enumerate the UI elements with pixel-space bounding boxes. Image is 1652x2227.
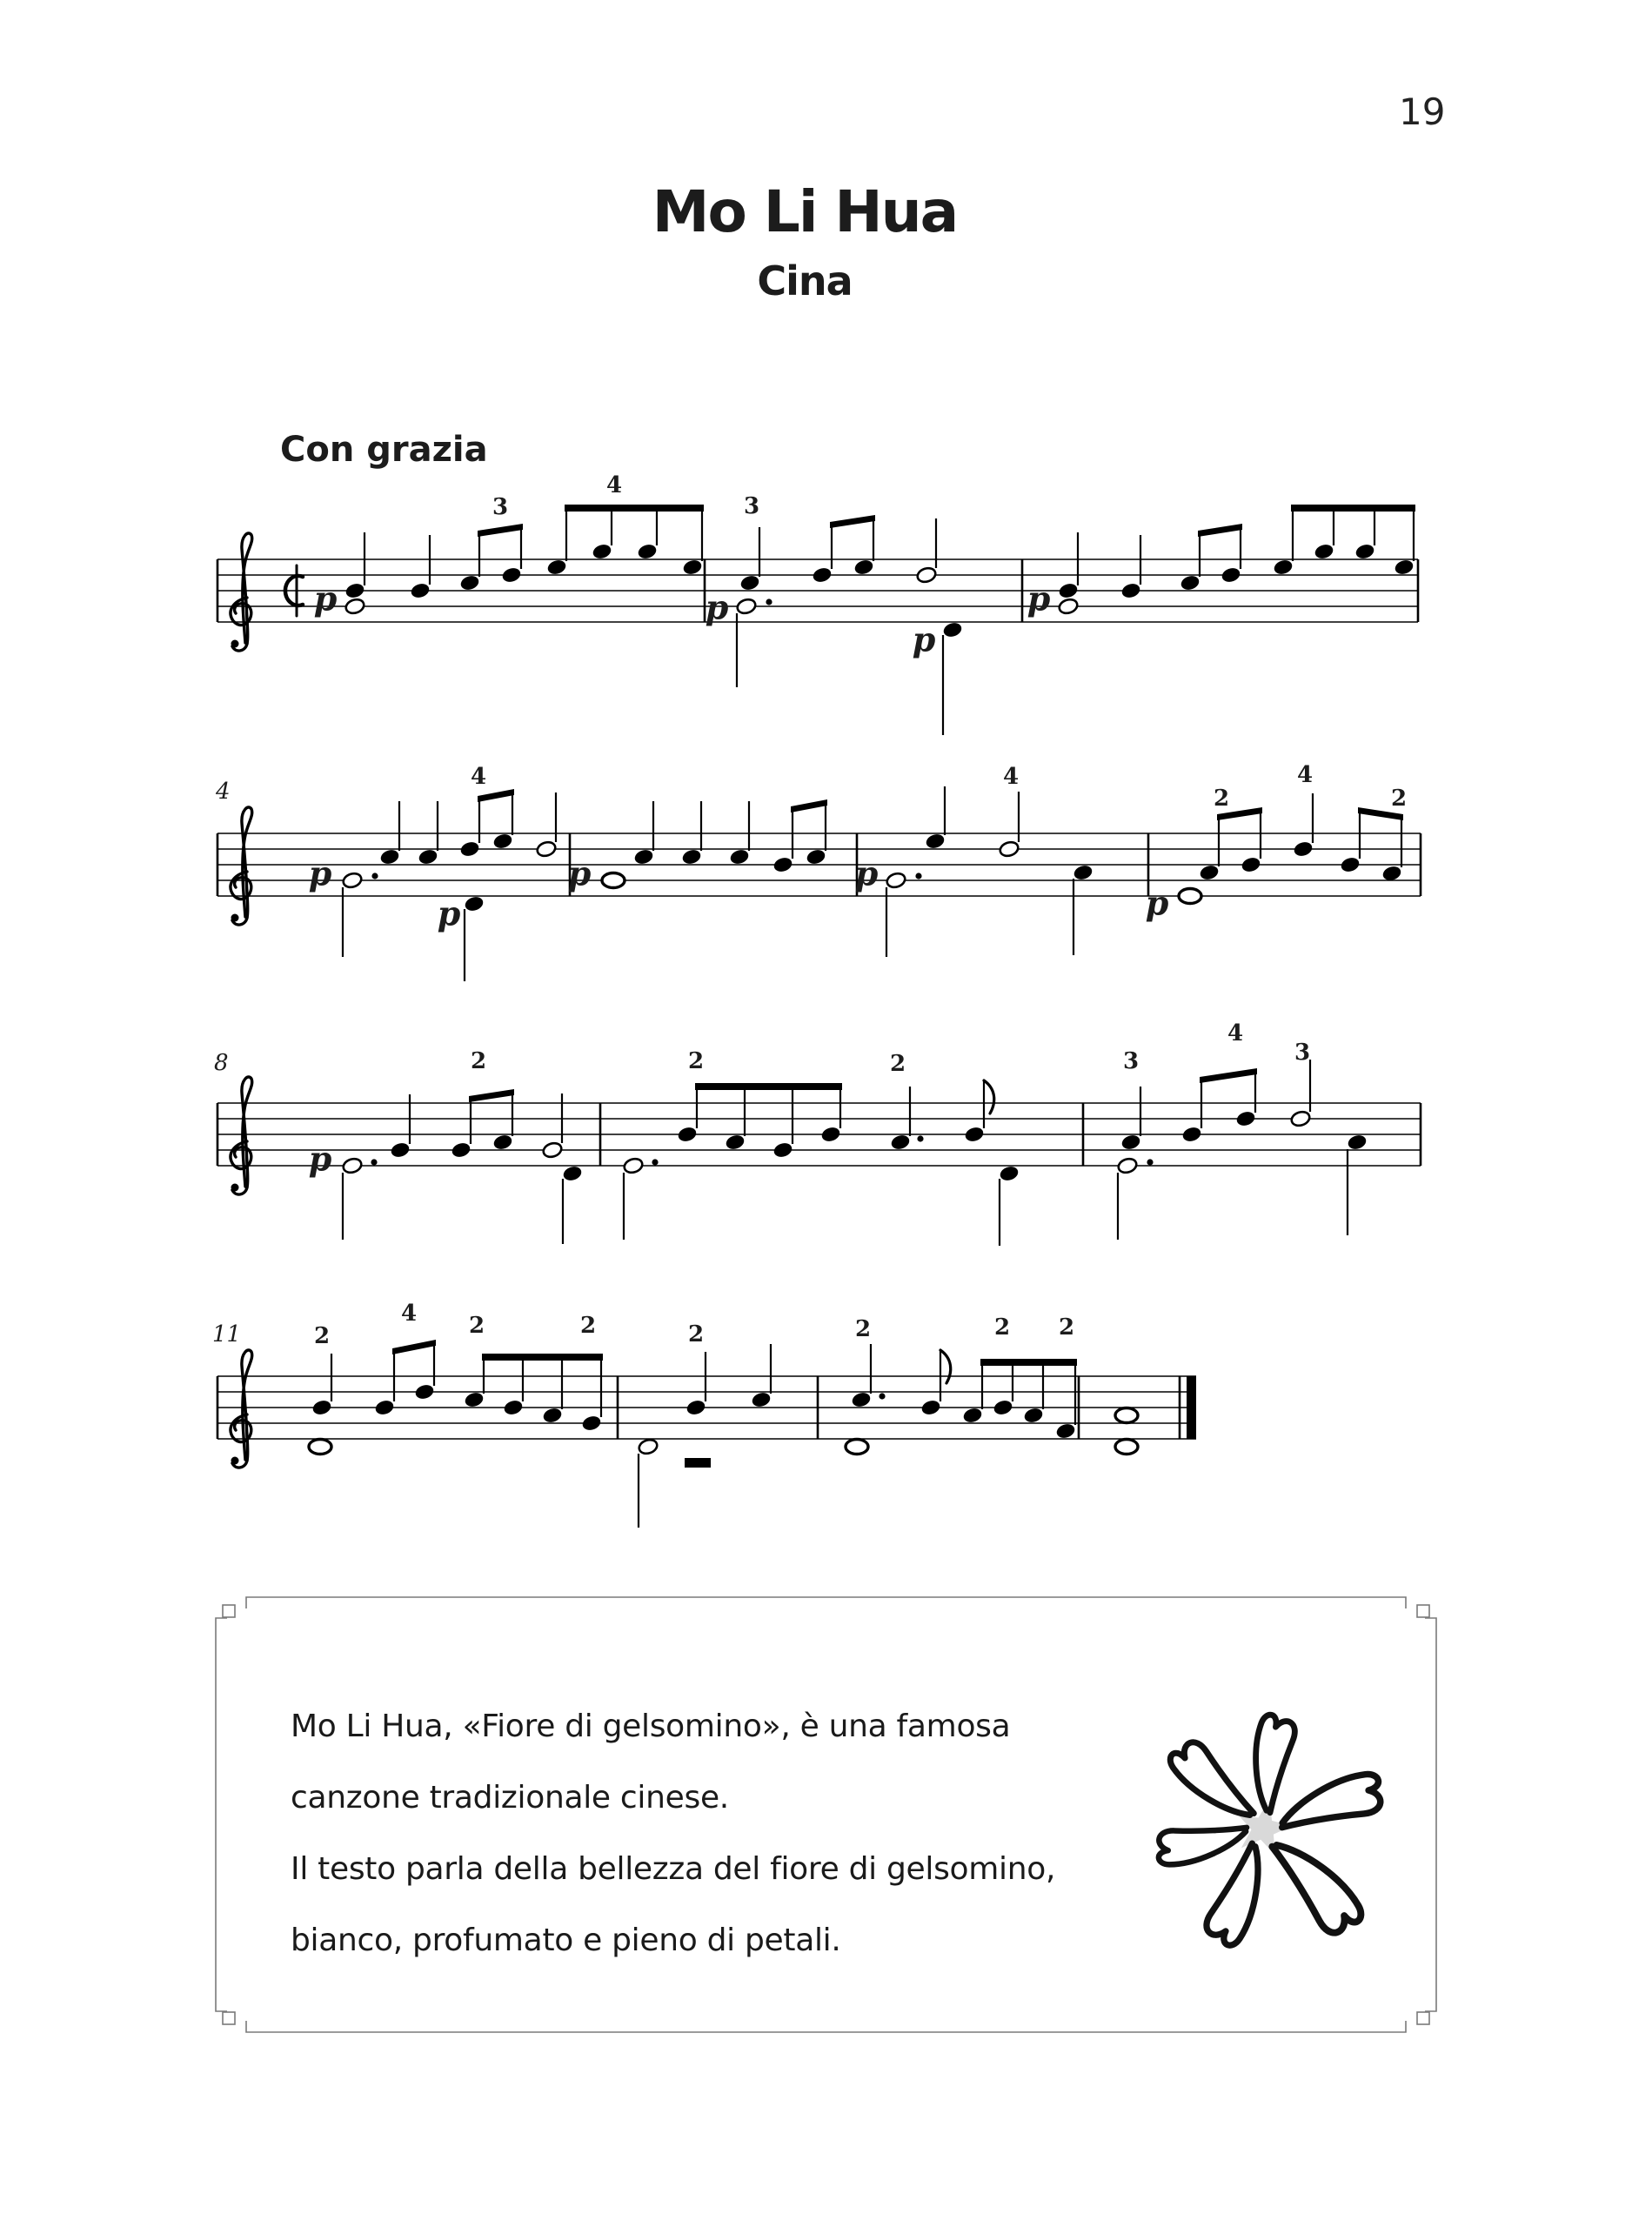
info-line: Mo Li Hua, «Fiore di gelsomino», è una famosa xyxy=(291,1709,1011,1744)
dynamic-p: p xyxy=(705,587,729,627)
dynamic-p: p xyxy=(1145,883,1169,923)
page-title: Mo Li Hua xyxy=(652,178,958,245)
fingering-number: 2 xyxy=(687,1048,705,1074)
fingering-number: 2 xyxy=(313,1323,331,1349)
dynamic-p: p xyxy=(1027,578,1051,619)
fingering-number: 2 xyxy=(687,1321,705,1348)
info-line: bianco, profumato e pieno di petali. xyxy=(291,1923,841,1958)
dynamic-p: p xyxy=(313,578,338,619)
measure-number: 11 xyxy=(212,1321,242,1348)
fingering-number: 3 xyxy=(1294,1040,1311,1066)
dynamic-p: p xyxy=(437,893,461,933)
measure-number: 8 xyxy=(214,1050,229,1076)
page-subtitle: Cina xyxy=(757,257,853,304)
dynamic-p: p xyxy=(308,1139,332,1179)
jasmine-flower-illustration xyxy=(1153,1714,1388,1949)
fingering-number: 4 xyxy=(1002,764,1020,790)
info-box xyxy=(291,1691,1055,1976)
fingering-number: 2 xyxy=(854,1316,872,1342)
staff-system-1 xyxy=(217,505,1418,735)
fingering-number: 2 xyxy=(1390,786,1408,812)
staff-system-4 xyxy=(217,1340,1196,1528)
staff-system-2 xyxy=(217,786,1421,981)
page-number: 19 xyxy=(1399,90,1446,133)
treble-clef-icon xyxy=(231,807,252,925)
dynamic-p: p xyxy=(854,853,879,893)
fingering-number: 2 xyxy=(889,1051,906,1077)
fingering-number: 4 xyxy=(1227,1020,1244,1047)
fingering-number: 2 xyxy=(470,1048,487,1074)
fingering-number: 4 xyxy=(605,472,623,498)
info-line: canzone tradizionale cinese. xyxy=(291,1780,729,1816)
dynamic-p: p xyxy=(567,853,592,893)
fingering-number: 3 xyxy=(492,494,509,520)
tempo-marking: Con grazia xyxy=(280,430,488,470)
fingering-number: 3 xyxy=(1122,1048,1140,1074)
fingering-number: 2 xyxy=(1058,1314,1075,1341)
fingering-number: 4 xyxy=(1296,762,1314,788)
dynamic-p: p xyxy=(912,619,936,659)
treble-clef-icon xyxy=(231,1077,252,1194)
measure-number: 4 xyxy=(216,779,231,805)
fingering-number: 2 xyxy=(1213,786,1230,812)
fingering-number: 4 xyxy=(400,1301,418,1327)
final-barline xyxy=(1187,1376,1196,1439)
info-line: Il testo parla della bellezza del fiore di gelsomino, xyxy=(291,1851,1056,1887)
treble-clef-icon xyxy=(231,1350,252,1468)
fingering-number: 2 xyxy=(468,1313,485,1339)
fingering-number: 2 xyxy=(993,1314,1011,1341)
half-rest xyxy=(685,1458,711,1468)
dynamic-p: p xyxy=(308,853,332,893)
treble-clef-icon xyxy=(231,533,252,651)
fingering-number: 3 xyxy=(743,493,760,519)
fingering-number: 4 xyxy=(470,764,487,790)
fingering-number: 2 xyxy=(579,1313,597,1339)
staff-system-3 xyxy=(217,1060,1421,1246)
